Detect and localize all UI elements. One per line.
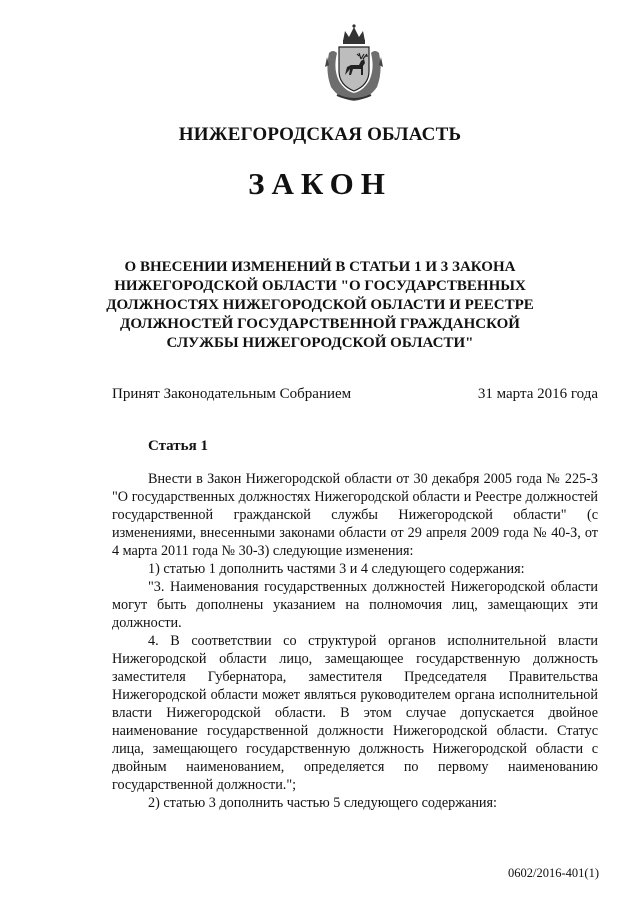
law-subject: О ВНЕСЕНИИ ИЗМЕНЕНИЙ В СТАТЬИ 1 И 3 ЗАКОНА НИЖЕГОРОДСКОЙ ОБЛАСТИ "О ГОСУДАРСТВЕННЫХ ДОЛЖНОСТЯХ НИЖЕГОРОДСКОЙ ОБЛАСТИ И РЕЕСТРЕ ДОЛЖНОСТЕЙ ГОСУДАРСТВЕННОЙ ГРАЖДАНСКОЙ СЛУЖБЫ НИЖЕГОРОДСКОЙ ОБЛАСТИ" — [106, 259, 534, 351]
article-paragraph: 2) статью 3 дополнить частью 5 следующего содержания: — [148, 795, 497, 811]
article-paragraph: "3. Наименования государственных должностей Нижегородской области могут быть дополнены указанием на полномочия лиц, замещающих эти должности. — [112, 579, 598, 631]
coat-of-arms-icon — [323, 23, 385, 103]
article-title: Статья 1 — [148, 438, 208, 454]
article-paragraph: Внести в Закон Нижегородской области от 30 декабря 2005 года № 225-З "О государственных должностях Нижегородской области и Реестре должностей государственной гражданской службы Нижегородской области" (с изменениями, внесенными законами области от 29 апреля 2009 года № 40-З, от 4 марта 2011 года № 30-З) следующие изменения: — [112, 471, 598, 559]
adopted-by: Принят Законодательным Собранием — [112, 386, 352, 402]
article-paragraph: 4. В соответствии со структурой органов исполнительной власти Нижегородской области лицо, замещающее государственную должность заместителя Губернатора, заместителя Председателя Правительства Нижегородской области может являться руководителем органа исполнительной власти Нижегородской области. В этом случае допускается двойное наименование государственной должности Нижегородской области. Статус лица, замещающего государственную должность Нижегородской области с двойным наименованием, определяется по первому наименованию государственной должности."; — [112, 633, 598, 793]
adoption-row — [112, 386, 598, 403]
adoption-date: 31 марта 2016 года — [477, 386, 598, 402]
article-paragraph: 1) статью 1 дополнить частями 3 и 4 следующего содержания: — [148, 561, 525, 577]
region-title: НИЖЕГОРОДСКАЯ ОБЛАСТЬ — [178, 124, 462, 145]
document-code: 0602/2016-401(1) — [508, 866, 599, 880]
article-body — [112, 470, 598, 812]
document-type: ЗАКОН — [248, 166, 392, 201]
